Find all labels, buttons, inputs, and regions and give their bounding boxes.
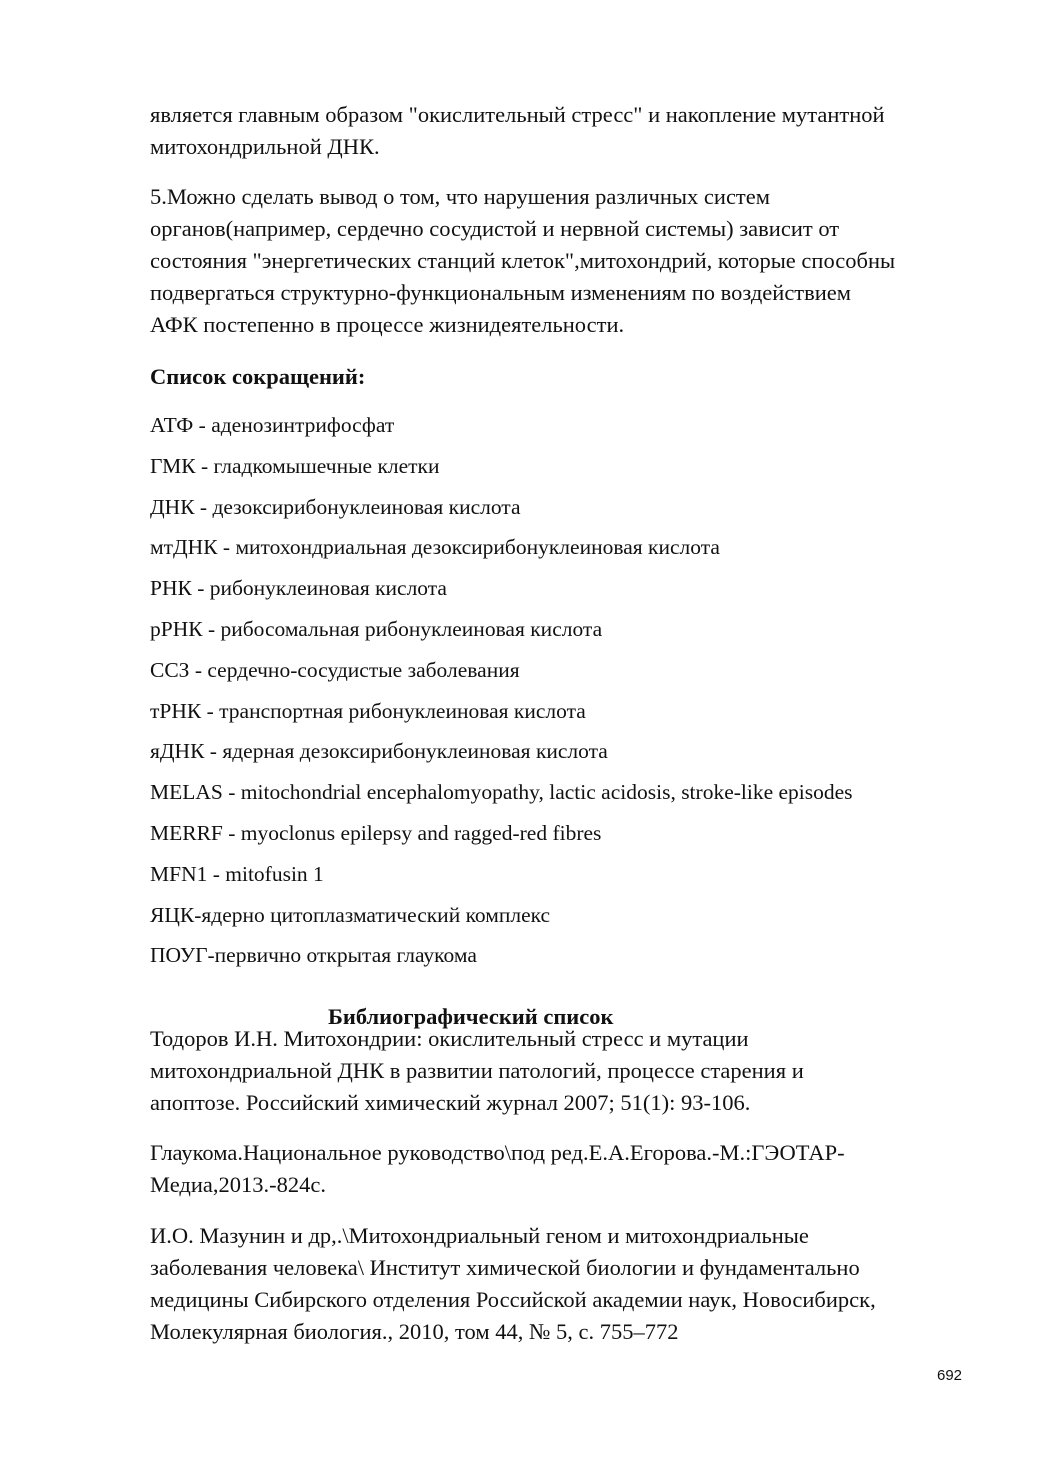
text-line: митохондрильной ДНК. <box>150 134 380 159</box>
page-number: 692 <box>937 1367 963 1384</box>
abbreviation-item: ПОУГ-первично открытая глаукома <box>150 943 477 968</box>
text-line: Тодоров И.Н. Митохондрии: окислительный стресс и мутации <box>150 1026 749 1051</box>
abbreviation-item: ССЗ - сердечно-сосудистые заболевания <box>150 657 520 682</box>
text-line: 5.Можно сделать вывод о том, что нарушения различных систем <box>150 184 770 209</box>
abbreviation-item: MFN1 - mitofusin 1 <box>150 861 324 886</box>
text-line: органов(например, сердечно сосудистой и нервной системы) зависит от <box>150 216 840 241</box>
abbreviation-item: яДНК - ядерная дезоксирибонуклеиновая кислота <box>150 739 608 764</box>
abbreviation-item: ЯЦК-ядерно цитоплазматический комплекс <box>150 902 551 927</box>
bibliography-entry-3 <box>150 1220 990 1348</box>
text-line: митохондриальной ДНК в развитии патологий, процессе старения и <box>150 1058 804 1083</box>
abbreviation-item: РНК - рибонуклеиновая кислота <box>150 576 447 601</box>
abbreviation-item: мтДНК - митохондриальная дезоксирибонуклеиновая кислота <box>150 535 720 560</box>
paragraph-oxidative-stress <box>150 99 990 163</box>
abbreviation-item: АТФ - аденозинтрифосфат <box>150 413 395 437</box>
text-line: И.О. Мазунин и др,.\Митохондриальный геном и митохондриальные <box>150 1223 809 1248</box>
abbreviations-heading: Список сокращений: <box>150 364 366 389</box>
abbreviation-item: рРНК - рибосомальная рибонуклеиновая кислота <box>150 616 603 641</box>
bibliography-heading: Библиографический список <box>328 1003 614 1029</box>
text-line: Глаукома.Национальное руководство\под ред.Е.А.Егорова.-М.:ГЭОТАР- <box>150 1140 845 1165</box>
bibliography-entry-1 <box>150 1023 990 1119</box>
bibliography-entry-2 <box>150 1137 990 1201</box>
text-line: Молекулярная биология., 2010, том 44, № 5, с. 755–772 <box>150 1319 679 1344</box>
abbreviation-item: MELAS - mitochondrial encephalomyopathy, lactic acidosis, stroke-like episodes <box>150 780 853 805</box>
abbreviation-item: тРНК - транспортная рибонуклеиновая кислота <box>150 698 586 723</box>
text-line: заболевания человека\ Институт химической биологии и фундаментально <box>150 1255 860 1280</box>
paragraph-conclusion-5 <box>150 181 990 341</box>
text-line: подвергаться структурно-функциональным изменениям по воздействием <box>150 280 852 305</box>
text-line: является главным образом "окислительный стресс" и накопление мутантной <box>150 102 885 127</box>
abbreviation-item: ГМК - гладкомышечные клетки <box>150 453 440 478</box>
text-line: медицины Сибирского отделения Российской академии наук, Новосибирск, <box>150 1287 876 1312</box>
text-line: Медиа,2013.-824с. <box>150 1172 326 1197</box>
text-line: АФК постепенно в процессе жизнидеятельности. <box>150 312 625 337</box>
text-line: состояния "энергетических станций клеток",митохондрий, которые способны <box>150 248 896 273</box>
abbreviation-item: ДНК - дезоксирибонуклеиновая кислота <box>150 494 521 519</box>
abbreviation-item: MERRF - myoclonus epilepsy and ragged-red fibres <box>150 820 602 845</box>
text-line: апоптозе. Российский химический журнал 2007; 51(1): 93-106. <box>150 1090 751 1115</box>
abbreviations-list <box>150 409 853 980</box>
